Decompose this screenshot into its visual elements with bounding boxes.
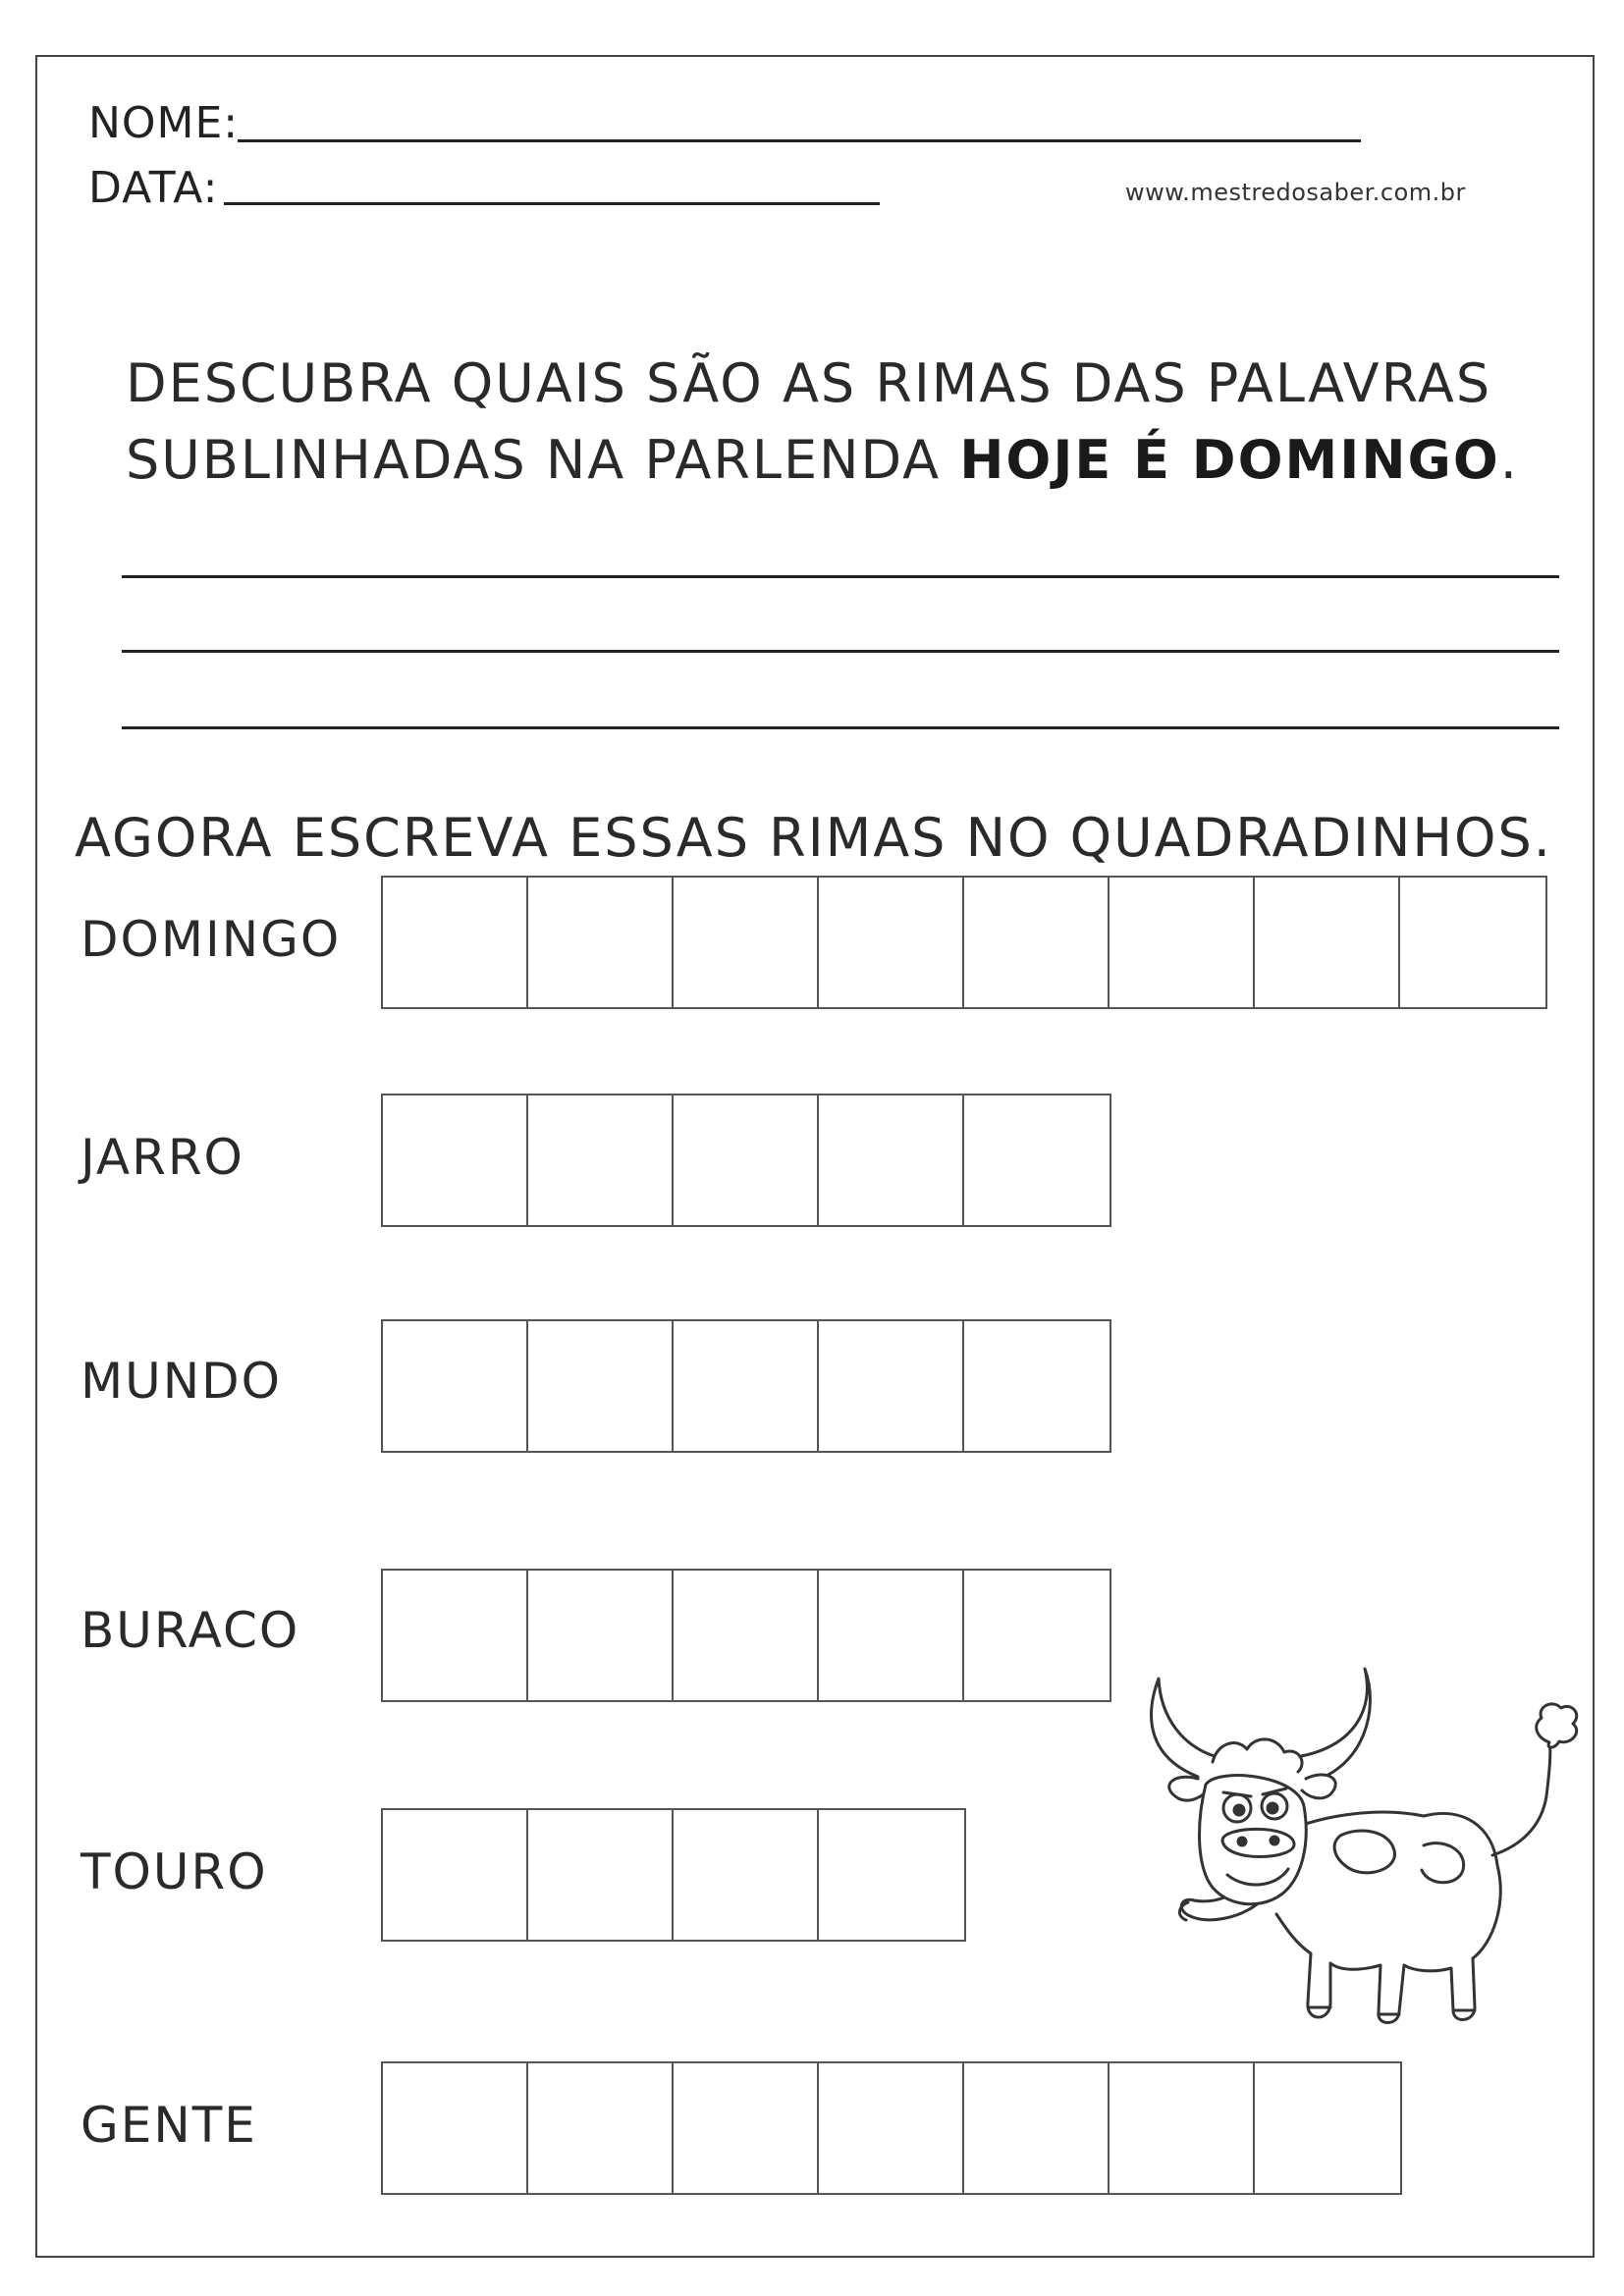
instruction-text (126, 346, 1519, 499)
letter-box[interactable] (528, 1095, 674, 1225)
answer-line-1[interactable] (122, 575, 1559, 578)
instruction-line-2-suffix: . (1499, 429, 1519, 491)
letter-box[interactable] (383, 1321, 528, 1451)
word-label-jarro: JARRO (81, 1129, 244, 1186)
letter-box[interactable] (819, 1810, 964, 1940)
letter-box[interactable] (528, 1810, 674, 1940)
letter-box[interactable] (674, 1321, 819, 1451)
name-label: NOME: (88, 98, 240, 148)
instruction-line-1: DESCUBRA QUAIS SÃO AS RIMAS DAS PALAVRAS (126, 352, 1492, 414)
letter-box[interactable] (964, 1095, 1110, 1225)
letter-box[interactable] (819, 2063, 964, 2193)
word-label-mundo: MUNDO (81, 1353, 282, 1410)
letter-boxes-buraco (381, 1569, 1111, 1702)
letter-box[interactable] (528, 1321, 674, 1451)
letter-box[interactable] (964, 2063, 1110, 2193)
letter-box[interactable] (528, 1571, 674, 1700)
instruction-line-2-prefix: SUBLINHADAS NA PARLENDA (126, 429, 960, 491)
letter-box[interactable] (674, 878, 819, 1007)
letter-box[interactable] (383, 1571, 528, 1700)
letter-box[interactable] (1255, 2063, 1400, 2193)
date-field[interactable] (224, 202, 880, 205)
website-url: www.mestredosaber.com.br (1125, 179, 1466, 206)
letter-box[interactable] (964, 1571, 1110, 1700)
letter-boxes-mundo (381, 1319, 1111, 1453)
letter-box[interactable] (528, 878, 674, 1007)
word-label-gente: GENTE (81, 2097, 257, 2154)
letter-box[interactable] (1110, 2063, 1255, 2193)
letter-box[interactable] (819, 1571, 964, 1700)
answer-line-3[interactable] (122, 726, 1559, 729)
letter-box[interactable] (1400, 878, 1545, 1007)
letter-boxes-jarro (381, 1094, 1111, 1227)
letter-boxes-domingo (381, 876, 1547, 1009)
letter-box[interactable] (674, 1571, 819, 1700)
letter-box[interactable] (1110, 878, 1255, 1007)
letter-boxes-touro (381, 1808, 966, 1942)
letter-box[interactable] (674, 1095, 819, 1225)
word-label-domingo: DOMINGO (81, 911, 342, 968)
letter-box[interactable] (819, 1321, 964, 1451)
word-label-touro: TOURO (81, 1843, 268, 1900)
letter-box[interactable] (383, 1095, 528, 1225)
letter-box[interactable] (819, 1095, 964, 1225)
letter-box[interactable] (383, 2063, 528, 2193)
poem-title: HOJE É DOMINGO (959, 429, 1500, 491)
letter-box[interactable] (964, 878, 1110, 1007)
word-label-buraco: BURACO (81, 1602, 300, 1659)
second-instruction: AGORA ESCREVA ESSAS RIMAS NO QUADRADINHOS. (75, 807, 1552, 869)
letter-box[interactable] (819, 878, 964, 1007)
answer-line-2[interactable] (122, 650, 1559, 653)
letter-box[interactable] (528, 2063, 674, 2193)
letter-boxes-gente (381, 2061, 1402, 2195)
letter-box[interactable] (1255, 878, 1400, 1007)
letter-box[interactable] (674, 1810, 819, 1940)
letter-box[interactable] (383, 1810, 528, 1940)
instruction-line-2 (126, 422, 1519, 499)
letter-box[interactable] (674, 2063, 819, 2193)
date-label: DATA: (88, 163, 219, 213)
letter-box[interactable] (383, 878, 528, 1007)
bull-illustration (1129, 1659, 1591, 2052)
name-field[interactable] (238, 139, 1361, 142)
letter-box[interactable] (964, 1321, 1110, 1451)
